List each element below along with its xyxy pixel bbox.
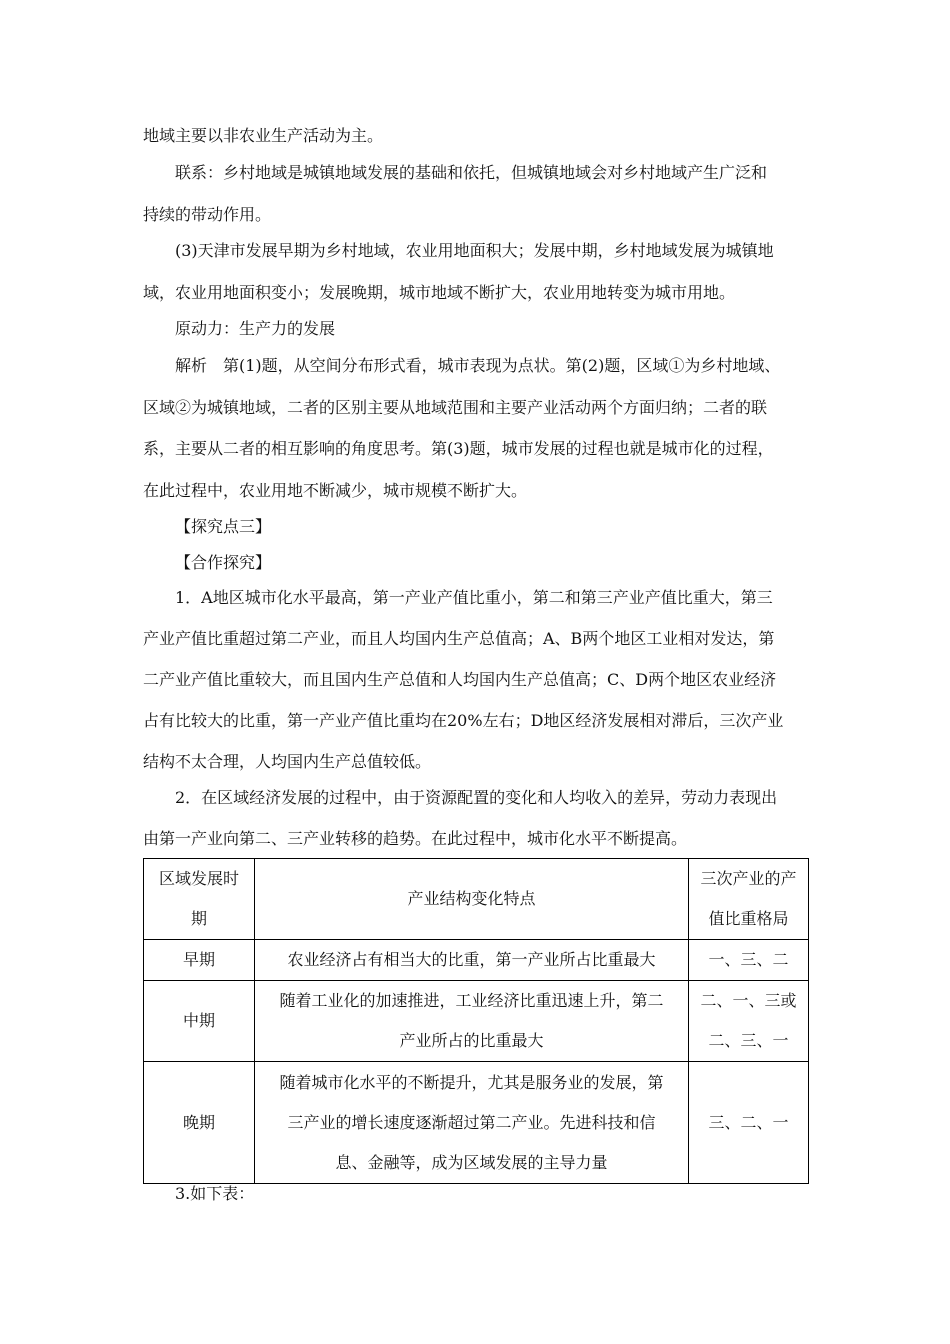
table-row — [144, 981, 809, 1062]
header-period-cell: 区域发展时 期 — [144, 859, 255, 940]
paragraph-line: 二产业产值比重较大，而且国内生产总值和人均国内生产总值高；C、D两个地区农业经济 — [143, 670, 777, 689]
table-row — [144, 940, 809, 981]
paragraph-line: 2．在区域经济发展的过程中，由于资源配置的变化和人均收入的差异，劳动力表现出 — [175, 788, 778, 807]
section-heading: 【探究点三】 — [175, 517, 272, 536]
paragraph-line: 持续的带动作用。 — [143, 205, 272, 224]
table-header-row — [144, 859, 809, 940]
section-heading: 【合作探究】 — [175, 553, 272, 572]
period-cell: 早期 — [144, 940, 255, 981]
paragraph-line: 原动力：生产力的发展 — [175, 319, 336, 338]
header-features-cell: 产业结构变化特点 — [255, 859, 689, 940]
pattern-cell: 二、一、三或 二、三、一 — [689, 981, 809, 1062]
pattern-cell: 一、三、二 — [689, 940, 809, 981]
pattern-cell: 三、二、一 — [689, 1062, 809, 1184]
paragraph-line: 地域主要以非农业生产活动为主。 — [143, 126, 384, 145]
paragraph-line: 系，主要从二者的相互影响的角度思考。第(3)题，城市发展的过程也就是城市化的过程， — [143, 439, 774, 458]
paragraph-line: 解析 第(1)题，从空间分布形式看，城市表现为点状。第(2)题，区域①为乡村地域、 — [175, 356, 781, 375]
features-cell: 随着城市化水平的不断提升，尤其是服务业的发展，第 三产业的增长速度逐渐超过第二产业。先进科技和信 息、金融等，成为区域发展的主导力量 — [255, 1062, 689, 1184]
header-pattern-cell: 三次产业的产 值比重格局 — [689, 859, 809, 940]
paragraph-line: 1．A地区城市化水平最高，第一产业产值比重小，第二和第三产业产值比重大，第三 — [175, 588, 773, 607]
period-cell: 晚期 — [144, 1062, 255, 1184]
table-row — [144, 1062, 809, 1184]
industry-structure-table — [143, 858, 809, 1184]
paragraph-line: (3)天津市发展早期为乡村地域，农业用地面积大；发展中期，乡村地域发展为城镇地 — [175, 241, 774, 260]
features-cell: 农业经济占有相当大的比重，第一产业所占比重最大 — [255, 940, 689, 981]
paragraph-line: 产业产值比重超过第二产业，而且人均国内生产总值高；A、B两个地区工业相对发达，第 — [143, 629, 775, 648]
paragraph-line: 占有比较大的比重，第一产业产值比重均在20%左右；D地区经济发展相对滞后，三次产业 — [143, 711, 784, 730]
paragraph-line: 域，农业用地面积变小；发展晚期，城市地域不断扩大，农业用地转变为城市用地。 — [143, 283, 736, 302]
paragraph-line: 由第一产业向第二、三产业转移的趋势。在此过程中，城市化水平不断提高。 — [143, 829, 688, 848]
period-cell: 中期 — [144, 981, 255, 1062]
paragraph-line: 在此过程中，农业用地不断减少，城市规模不断扩大。 — [143, 481, 528, 500]
footer-text: 3.如下表： — [175, 1184, 255, 1203]
paragraph-line: 联系：乡村地域是城镇地域发展的基础和依托，但城镇地域会对乡村地域产生广泛和 — [175, 163, 768, 182]
paragraph-line: 结构不太合理，人均国内生产总值较低。 — [143, 752, 432, 771]
features-cell: 随着工业化的加速推进，工业经济比重迅速上升，第二 产业所占的比重最大 — [255, 981, 689, 1062]
paragraph-line: 区域②为城镇地域，二者的区别主要从地域范围和主要产业活动两个方面归纳；二者的联 — [143, 398, 768, 417]
